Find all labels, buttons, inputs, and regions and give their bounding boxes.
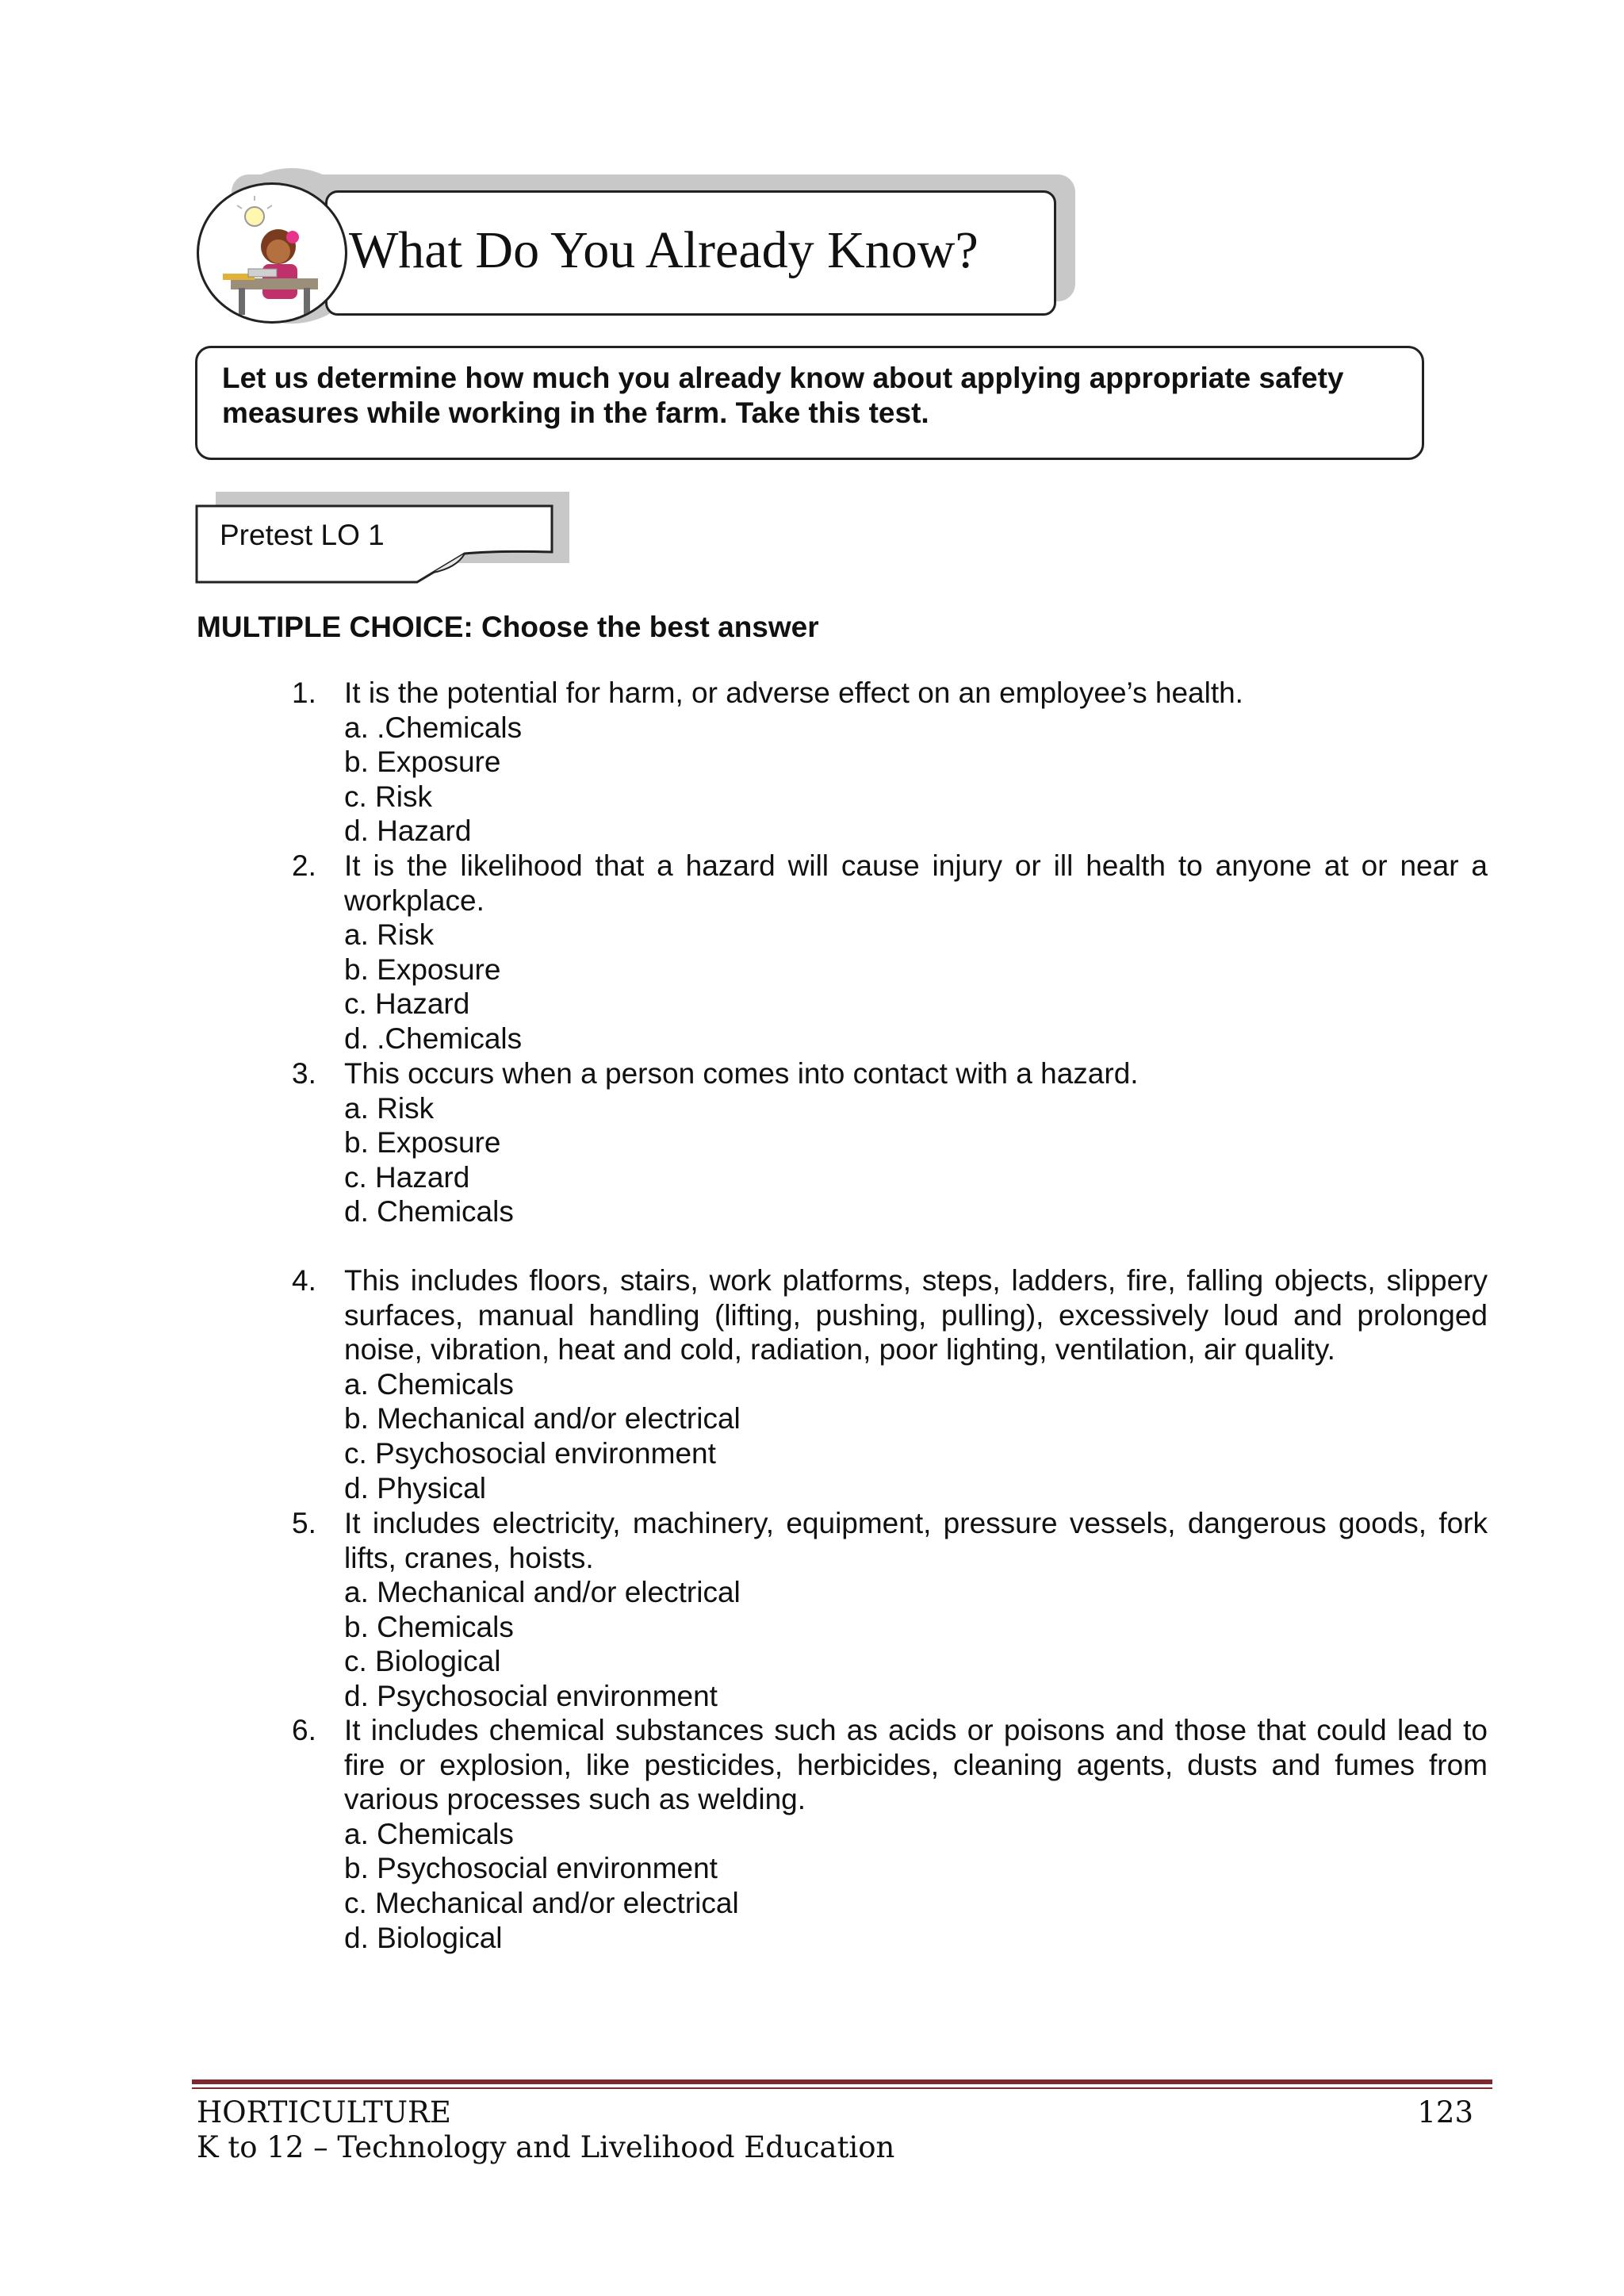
instruction-heading: MULTIPLE CHOICE: Choose the best answer xyxy=(197,611,819,643)
question-5 xyxy=(292,1506,1488,1714)
footer-rule xyxy=(192,2079,1492,2084)
page-number: 123 xyxy=(1417,2095,1473,2129)
option-a: a. Chemicals xyxy=(344,1817,514,1850)
question-6 xyxy=(292,1713,1488,1955)
pretest-tag-label: Pretest LO 1 xyxy=(220,519,385,551)
question-text: It includes chemical substances such as acids or poisons and those that could lead to fire or explosion, like pesticides, herbicides, cleaning agents, dusts and fumes from various processes such as welding. xyxy=(344,1714,1488,1816)
question-number: 3. xyxy=(292,1057,316,1090)
page-title: What Do You Already Know? xyxy=(349,221,979,279)
intro-text xyxy=(222,361,1404,431)
question-number: 1. xyxy=(292,677,316,709)
option-d: d. Hazard xyxy=(344,815,472,848)
option-c: c. Hazard xyxy=(344,987,470,1021)
footer-text xyxy=(197,2095,894,2165)
intro-line-1: Let us determine how much you already know about applying appropriate safety xyxy=(222,362,1344,394)
option-b: b. Exposure xyxy=(344,1126,501,1159)
question-number: 2. xyxy=(292,849,316,882)
question-text: This includes floors, stairs, work platforms, steps, ladders, fire, falling objects, slippery surfaces, manual handling (lifting, pushing, pulling), excessively loud and prolonged noise, vibration, heat and cold, radiation, poor lighting, ventilation, air quality. xyxy=(344,1264,1488,1366)
option-c: c. Risk xyxy=(344,780,432,813)
question-3 xyxy=(292,1056,1488,1229)
option-d: d. Chemicals xyxy=(344,1195,514,1228)
intro-line-2: measures while working in the farm. Take this test. xyxy=(222,397,929,429)
option-d: d. Psychosocial environment xyxy=(344,1679,718,1712)
question-number: 6. xyxy=(292,1714,316,1746)
footer-program: K to 12 – Technology and Livelihood Education xyxy=(197,2130,895,2164)
option-c: c. Mechanical and/or electrical xyxy=(344,1886,739,1919)
option-c: c. Psychosocial environment xyxy=(344,1436,716,1470)
question-text: It is the likelihood that a hazard will cause injury or ill health to anyone at or near a workplace. xyxy=(344,849,1488,917)
option-d: d. .Chemicals xyxy=(344,1022,523,1055)
question-text: This occurs when a person comes into contact with a hazard. xyxy=(344,1057,1139,1090)
option-c: c. Biological xyxy=(344,1645,501,1678)
question-4 xyxy=(292,1263,1488,1505)
student-reading-icon xyxy=(197,182,347,324)
footer-subject: HORTICULTURE xyxy=(197,2095,451,2129)
question-1 xyxy=(292,676,1488,849)
option-a: a. Risk xyxy=(344,918,435,952)
option-a: a. Mechanical and/or electrical xyxy=(344,1576,741,1609)
option-b: b. Exposure xyxy=(344,953,501,986)
option-b: b. Mechanical and/or electrical xyxy=(344,1402,741,1435)
option-d: d. Biological xyxy=(344,1921,503,1954)
option-d: d. Physical xyxy=(344,1471,486,1504)
option-b: b. Chemicals xyxy=(344,1610,514,1643)
option-a: a. .Chemicals xyxy=(344,711,523,744)
question-number: 4. xyxy=(292,1264,316,1297)
question-number: 5. xyxy=(292,1507,316,1539)
option-c: c. Hazard xyxy=(344,1160,470,1194)
question-text: It is the potential for harm, or adverse effect on an employee’s health. xyxy=(344,677,1243,709)
option-a: a. Chemicals xyxy=(344,1367,514,1401)
question-2 xyxy=(292,849,1488,1056)
option-b: b. Psychosocial environment xyxy=(344,1852,718,1885)
question-text: It includes electricity, machinery, equipment, pressure vessels, dangerous goods, fork lifts, cranes, hoists. xyxy=(344,1507,1488,1574)
option-a: a. Risk xyxy=(344,1091,435,1125)
footer-rule-thin xyxy=(192,2087,1492,2089)
option-b: b. Exposure xyxy=(344,746,501,779)
